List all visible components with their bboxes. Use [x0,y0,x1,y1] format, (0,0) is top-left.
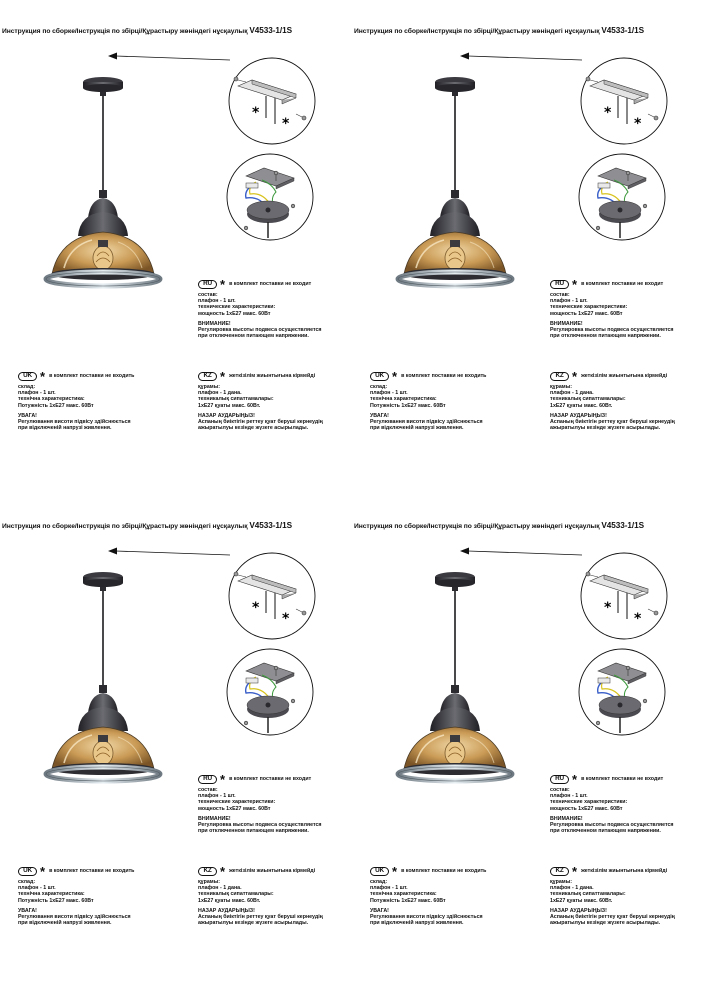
power-spec: мощность 1хЕ27 макс. 60Вт [550,310,623,317]
warning-title: ВНИМАНИЕ! [550,320,583,327]
panel-bottom-right [352,495,687,965]
badge-uk: UK [370,372,389,381]
shade-count: плафон - 1 дана. [198,390,242,397]
composition-label: состав: [550,787,570,793]
diagram-star-1: * [252,105,260,121]
model-number: V4533-1/1S [601,521,645,530]
warning-line-2: при відключеній напрузі живлення. [370,920,464,927]
power-spec: 1хЕ27 қуаты макс. 60Вт. [198,402,261,409]
warning-line-2: при отключенном питающем напряжении. [550,828,661,835]
warning-line-1: Регулювання висоти підвісу здійснюється [370,914,483,921]
panel-top-left [0,0,335,470]
warning-title: НАЗАР АУДАРЫҢЫЗ! [550,907,607,914]
shade-count: плафон - 1 шт. [18,390,56,397]
not-included-note: в комплект поставки не входит [581,281,664,288]
diagram-star-2: * [634,611,642,627]
specs-label: техникалық сипаттамалары: [198,396,274,403]
warning-title: НАЗАР АУДАРЫҢЫЗ! [550,412,607,419]
title-text: Инструкция по сборке/Інструкція по збірці/Құрастыру жөніндегі нұсқаулық [2,28,248,35]
pointer-arrow [460,53,582,61]
star-icon: * [40,863,46,879]
not-included-note: в комплект поставки не входить [401,868,487,875]
bracket-detail-diagram [229,58,315,144]
warning-line-2: при відключеній напрузі живлення. [370,425,464,432]
power-spec: Потужність 1хЕ27 макс. 60Вт [370,897,446,904]
wiring-detail-diagram [579,154,665,240]
badge-kz: KZ [550,372,569,381]
warning-title: НАЗАР АУДАРЫҢЫЗ! [198,907,255,914]
info-block-uk [370,368,487,432]
info-block-ru [550,276,674,340]
star-icon: * [40,368,46,384]
composition-label: құрамы: [550,879,572,885]
warning-line-2: ажыратылуы кезінде жүзеге асырылады. [198,425,309,432]
model-number: V4533-1/1S [249,521,293,530]
specs-label: технічна характеристика: [18,891,85,898]
not-included-note: в комплект поставки не входит [581,776,664,783]
info-block-uk [18,368,135,432]
not-included-note: в комплект поставки не входить [49,868,135,875]
info-block-uk [18,863,135,927]
wiring-detail-diagram [227,154,313,240]
warning-title: ВНИМАНИЕ! [198,815,231,822]
power-spec: 1хЕ27 қуаты макс. 60Вт. [550,402,613,409]
warning-line-2: при отключенном питающем напряжении. [198,333,309,340]
warning-line-1: Аспаның биіктігін реттеу қуат беруші кернеудің [198,419,323,426]
not-included-note: в комплект поставки не входит [229,281,312,288]
title-text: Инструкция по сборке/Інструкція по збірці/Құрастыру жөніндегі нұсқаулық [2,523,248,530]
model-number: V4533-1/1S [601,26,645,35]
pointer-arrow [460,548,582,556]
bracket-detail-diagram [229,553,315,639]
diagram-star-2: * [282,611,290,627]
composition-label: склад: [370,879,388,885]
star-icon: * [572,368,578,384]
composition-label: құрамы: [198,879,220,885]
power-spec: Потужність 1хЕ27 макс. 60Вт [18,402,94,409]
warning-line-2: при відключеній напрузі живлення. [18,920,112,927]
composition-label: склад: [18,384,36,390]
warning-line-2: при відключеній напрузі живлення. [18,425,112,432]
badge-ru: RU [198,775,217,784]
badge-uk: UK [370,867,389,876]
warning-line-1: Регулювання висоти підвісу здійснюється [18,914,131,921]
specs-label: технические характеристики: [550,799,628,806]
star-icon: * [220,771,226,787]
warning-line-1: Аспаның биіктігін реттеу қуат беруші кернеудің [550,419,675,426]
star-icon: * [392,368,398,384]
info-block-ru [550,771,674,835]
title-text: Инструкция по сборке/Інструкція по збірці/Құрастыру жөніндегі нұсқаулық [354,28,600,35]
diagram-star-1: * [604,105,612,121]
info-block-kz [198,863,323,927]
pointer-arrow [108,548,230,556]
power-spec: 1хЕ27 қуаты макс. 60Вт. [550,897,613,904]
warning-line-1: Регулювання висоти підвісу здійснюється [370,419,483,426]
warning-line-2: ажыратылуы кезінде жүзеге асырылады. [550,425,661,432]
info-block-ru [198,771,322,835]
bracket-detail-diagram [581,58,667,144]
specs-label: технічна характеристика: [370,891,437,898]
warning-line-1: Регулировка высоты подвеса осуществляется [550,822,674,829]
badge-uk: UK [18,867,37,876]
warning-line-2: при отключенном питающем напряжении. [550,333,661,340]
warning-title: ВНИМАНИЕ! [198,320,231,327]
power-spec: 1хЕ27 қуаты макс. 60Вт. [198,897,261,904]
specs-label: технічна характеристика: [370,396,437,403]
warning-title: УВАГА! [370,907,389,914]
composition-label: состав: [198,787,218,793]
not-included-note: в комплект поставки не входит [229,776,312,783]
pendant-lamp-image [398,572,512,781]
shade-count: плафон - 1 шт. [18,885,56,892]
pendant-lamp-image [398,77,512,286]
panel-bottom-left [0,495,335,965]
warning-line-1: Аспаның биіктігін реттеу қуат беруші кернеудің [198,914,323,921]
shade-count: плафон - 1 дана. [550,390,594,397]
shade-count: плафон - 1 дана. [198,885,242,892]
star-icon: * [220,276,226,292]
specs-label: технические характеристики: [198,304,276,311]
composition-label: құрамы: [198,384,220,390]
info-block-kz [198,368,323,432]
info-block-kz [550,368,675,432]
shade-count: плафон - 1 дана. [550,885,594,892]
warning-line-1: Аспаның биіктігін реттеу қуат беруші кернеудің [550,914,675,921]
specs-label: техникалық сипаттамалары: [198,891,274,898]
warning-title: ВНИМАНИЕ! [550,815,583,822]
composition-label: состав: [198,292,218,298]
star-icon: * [220,863,226,879]
not-included-note: жеткізілім жиынтығына кірмейді [229,373,316,380]
warning-title: УВАГА! [370,412,389,419]
diagram-star-2: * [634,116,642,132]
specs-label: техникалық сипаттамалары: [550,891,626,898]
shade-count: плафон - 1 шт. [550,298,588,305]
warning-line-1: Регулировка высоты подвеса осуществляется [550,327,674,334]
bracket-detail-diagram [581,553,667,639]
pendant-lamp-image [46,77,160,286]
power-spec: Потужність 1хЕ27 макс. 60Вт [18,897,94,904]
badge-ru: RU [198,280,217,289]
not-included-note: жеткізілім жиынтығына кірмейді [229,868,316,875]
shade-count: плафон - 1 шт. [198,793,236,800]
star-icon: * [572,863,578,879]
badge-ru: RU [550,280,569,289]
badge-kz: KZ [198,867,217,876]
star-icon: * [392,863,398,879]
warning-line-1: Регулювання висоти підвісу здійснюється [18,419,131,426]
composition-label: склад: [370,384,388,390]
warning-title: УВАГА! [18,907,37,914]
info-block-uk [370,863,487,927]
composition-label: склад: [18,879,36,885]
pendant-lamp-image [46,572,160,781]
star-icon: * [220,368,226,384]
not-included-note: в комплект поставки не входить [49,373,135,380]
power-spec: мощность 1хЕ27 макс. 60Вт [198,805,271,812]
specs-label: технические характеристики: [198,799,276,806]
wiring-detail-diagram [227,649,313,735]
shade-count: плафон - 1 шт. [370,885,408,892]
shade-count: плафон - 1 шт. [370,390,408,397]
shade-count: плафон - 1 шт. [198,298,236,305]
badge-kz: KZ [198,372,217,381]
warning-title: УВАГА! [18,412,37,419]
power-spec: мощность 1хЕ27 макс. 60Вт [198,310,271,317]
specs-label: технические характеристики: [550,304,628,311]
panel-top-right [352,0,687,470]
badge-uk: UK [18,372,37,381]
title-text: Инструкция по сборке/Інструкція по збірці/Құрастыру жөніндегі нұсқаулық [354,523,600,530]
warning-line-1: Регулировка высоты подвеса осуществляется [198,822,322,829]
warning-line-2: при отключенном питающем напряжении. [198,828,309,835]
warning-line-2: ажыратылуы кезінде жүзеге асырылады. [198,920,309,927]
warning-line-2: ажыратылуы кезінде жүзеге асырылады. [550,920,661,927]
wiring-detail-diagram [579,649,665,735]
composition-label: состав: [550,292,570,298]
warning-line-1: Регулировка высоты подвеса осуществляется [198,327,322,334]
diagram-star-1: * [252,600,260,616]
star-icon: * [572,771,578,787]
badge-kz: KZ [550,867,569,876]
shade-count: плафон - 1 шт. [550,793,588,800]
not-included-note: в комплект поставки не входить [401,373,487,380]
warning-title: НАЗАР АУДАРЫҢЫЗ! [198,412,255,419]
specs-label: технічна характеристика: [18,396,85,403]
star-icon: * [572,276,578,292]
badge-ru: RU [550,775,569,784]
model-number: V4533-1/1S [249,26,293,35]
power-spec: мощность 1хЕ27 макс. 60Вт [550,805,623,812]
info-block-kz [550,863,675,927]
diagram-star-2: * [282,116,290,132]
pointer-arrow [108,53,230,61]
diagram-star-1: * [604,600,612,616]
specs-label: техникалық сипаттамалары: [550,396,626,403]
info-block-ru [198,276,322,340]
not-included-note: жеткізілім жиынтығына кірмейді [581,868,668,875]
power-spec: Потужність 1хЕ27 макс. 60Вт [370,402,446,409]
not-included-note: жеткізілім жиынтығына кірмейді [581,373,668,380]
composition-label: құрамы: [550,384,572,390]
